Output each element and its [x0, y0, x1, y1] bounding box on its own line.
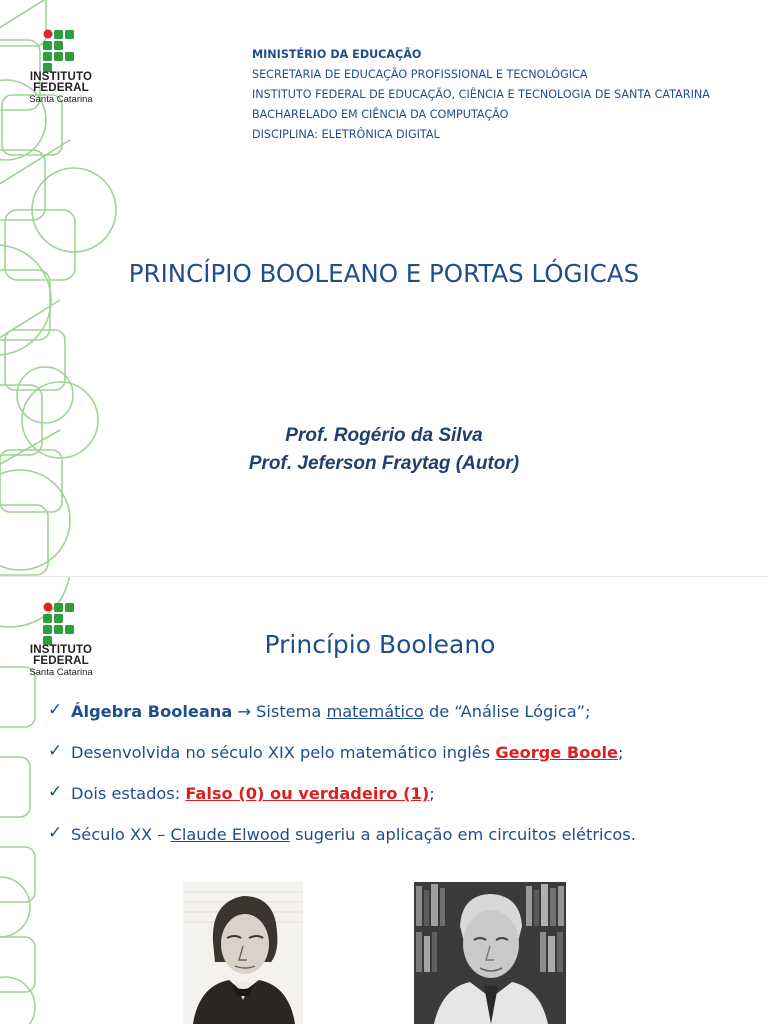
- bullet-item: [48, 784, 636, 825]
- underlined-word: matemático: [326, 702, 424, 721]
- professor-name: Prof. Jeferson Fraytag (Autor): [248, 453, 520, 474]
- bullet-text: → Sistema: [232, 702, 327, 721]
- bullet-text: ;: [618, 743, 624, 762]
- checkmark-icon: ✓: [48, 782, 63, 802]
- bullet-item: [48, 825, 636, 866]
- bullet-text: de “Análise Lógica”;: [423, 702, 591, 721]
- professor-name: Prof. Rogério da Silva: [285, 425, 483, 446]
- header-secretariat: SECRETARIA DE EDUCAÇÃO PROFISSIONAL E TECNOLÓGICA: [252, 68, 588, 81]
- header-ministry: MINISTÉRIO DA EDUCAÇÃO: [252, 48, 422, 61]
- highlight-states: Falso (0) ou verdadeiro (1): [185, 784, 430, 803]
- ifsc-logo: [26, 28, 100, 105]
- logo-text-line3: Santa Catarina: [29, 667, 93, 678]
- professors: [0, 422, 768, 478]
- bullet-text: ;: [429, 784, 435, 803]
- bullet-text: sugeriu a aplicação em circuitos elétricos.: [289, 825, 636, 844]
- checkmark-icon: ✓: [48, 741, 63, 761]
- underlined-name-claude-elwood: Claude Elwood: [170, 825, 290, 844]
- presentation-title: PRINCÍPIO BOOLEANO E PORTAS LÓGICAS: [128, 259, 640, 288]
- slide-title: Princípio Booleano: [264, 630, 496, 659]
- bullet-item: [48, 743, 636, 784]
- logo-text-line1: INSTITUTO: [29, 71, 93, 83]
- bullet-item: [48, 702, 636, 743]
- bullet-list: [48, 702, 636, 866]
- bullet-text: Século XX –: [71, 825, 171, 844]
- header-course: BACHARELADO EM CIÊNCIA DA COMPUTAÇÃO: [252, 108, 509, 121]
- logo-text-line1: INSTITUTO: [29, 644, 93, 656]
- checkmark-icon: ✓: [48, 700, 63, 720]
- content-slide: [0, 577, 768, 1024]
- highlight-george-boole: George Boole: [495, 743, 618, 762]
- logo-text-line2: FEDERAL: [33, 655, 89, 667]
- portrait-claude-shannon: [414, 882, 566, 1024]
- ifsc-logo-icon: [26, 28, 96, 72]
- bullet-text: Dois estados:: [71, 784, 186, 803]
- header-institute: INSTITUTO FEDERAL DE EDUCAÇÃO, CIÊNCIA E TECNOLOGIA DE SANTA CATARINA: [252, 88, 710, 101]
- portrait-george-boole: [183, 882, 303, 1024]
- term-boolean-algebra: Álgebra Booleana: [71, 702, 233, 721]
- header-discipline: DISCIPLINA: ELETRÔNICA DIGITAL: [252, 128, 440, 141]
- logo-text-line2: FEDERAL: [33, 82, 89, 94]
- institution-header: [252, 45, 710, 145]
- bullet-text: Desenvolvida no século XIX pelo matemático inglês: [71, 743, 496, 762]
- checkmark-icon: ✓: [48, 823, 63, 843]
- logo-text-line3: Santa Catarina: [29, 94, 93, 105]
